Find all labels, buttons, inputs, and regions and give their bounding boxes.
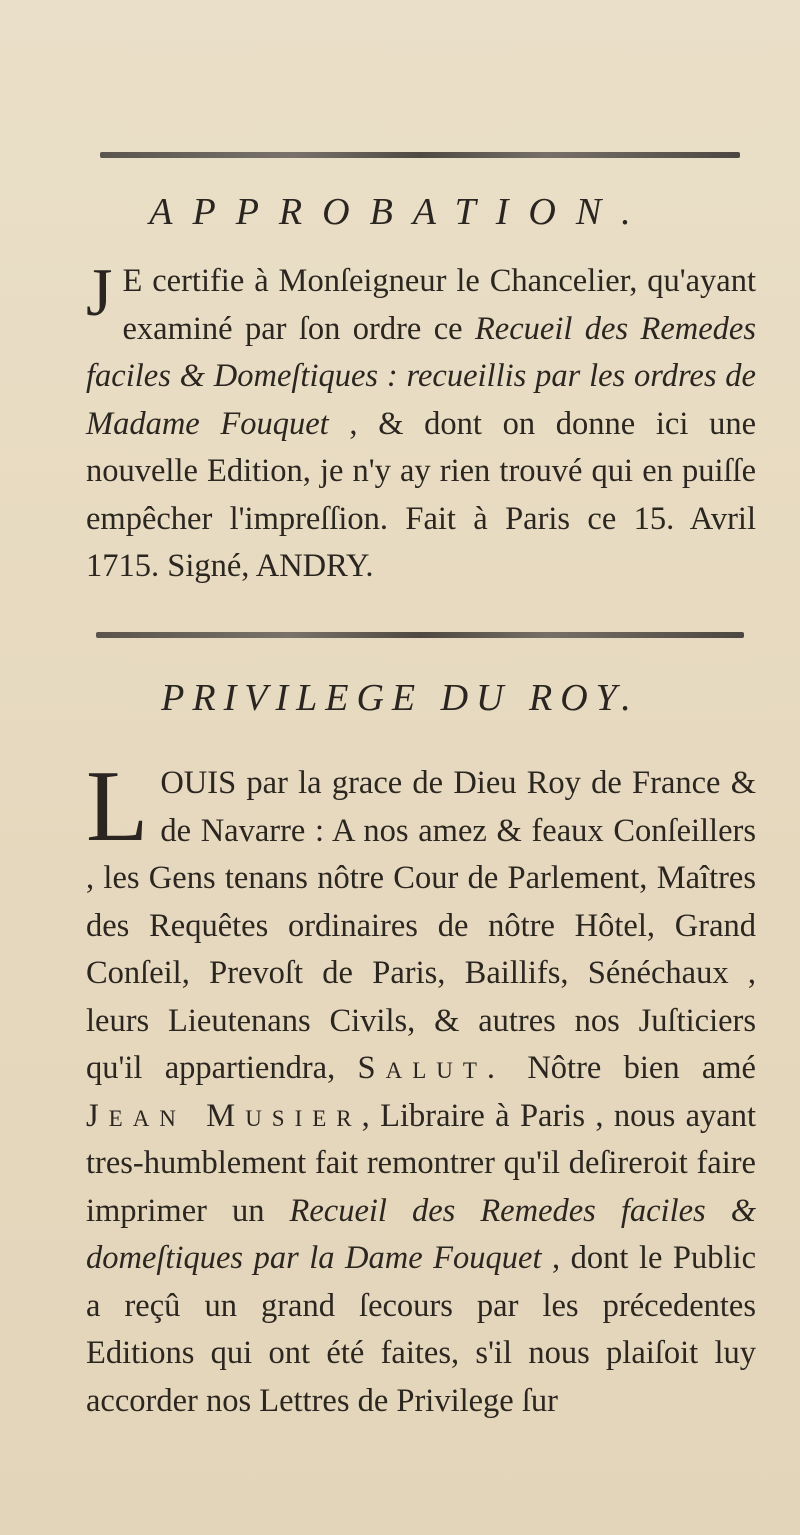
- privilege-text-1: OUIS par la grace de Dieu Roy de France & de Navarre : A nos amez & feaux Conſeillers , les Gens tenans nôtre Cour de Parlement, Maîtres des Requêtes ordinaires de nôtre Hôtel, Grand Conſeil, Prevoſt de Paris, Baillifs, Sénéchaux , leurs Lieutenans Civils, & autres nos Juſticiers qu'il appartiendra,: [86, 765, 756, 1086]
- privilege-publisher-name: Jean Musier: [86, 1097, 362, 1134]
- approbation-paragraph: [86, 254, 756, 618]
- privilege-text-4: , dont le Public a reçû un grand ſecours par les précedentes Editions qui ont été faites, s'il nous plaiſoit luy accorder nos Lettres de Privilege ſur: [86, 1240, 756, 1419]
- privilege-text-2: Nôtre bien amé: [505, 1050, 756, 1086]
- approbation-dropcap: J: [86, 254, 113, 330]
- middle-ornamental-rule: [96, 632, 744, 638]
- approbation-text-1: E certifie à Monſeigneur le Chancelier, qu'ayant examiné par ſon ordre ce: [122, 263, 756, 347]
- privilege-book-title: Recueil des Remedes faciles & domeſtiques par la Dame Fouquet: [86, 1192, 756, 1276]
- privilege-dropcap: L: [86, 750, 149, 863]
- privilege-salut: Salut.: [357, 1050, 506, 1086]
- privilege-heading: PRIVILEGE DU ROY.: [161, 677, 639, 719]
- approbation-heading: APPROBATION.: [149, 191, 651, 233]
- privilege-paragraph: [86, 750, 756, 1505]
- approbation-book-title: Recueil des Remedes faciles & Domeſtiques : recueillis par les ordres de Madame Fouquet: [86, 310, 756, 442]
- approbation-text-2: , & dont on donne ici une nouvelle Edition, je n'y ay rien trouvé qui en puiſſe empêcher l'impreſſion. Fait à Paris ce 15. Avril 1715. Signé, ANDRY.: [86, 405, 756, 584]
- privilege-text-3: , Libraire à Paris , nous ayant tres-humblement fait remontrer qu'il deſireroit faire imprimer un: [86, 1097, 756, 1229]
- top-ornamental-rule: [100, 152, 740, 158]
